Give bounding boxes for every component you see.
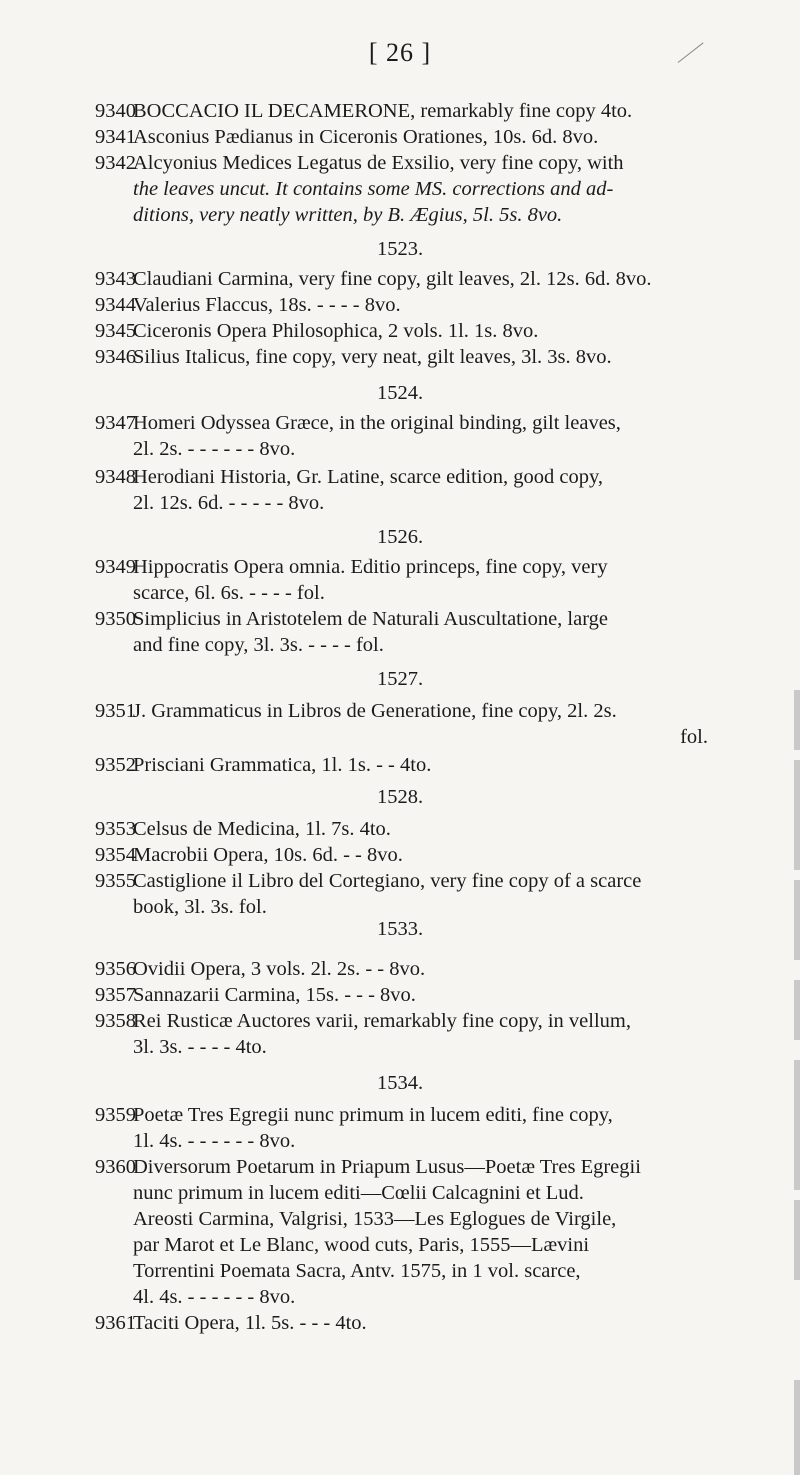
lot-number: 9348 (95, 466, 136, 488)
entry-text: par Marot et Le Blanc, wood cuts, Paris, 1555—Lævini (133, 1234, 590, 1256)
entry-text: 2l. 2s. - - - - - - 8vo. (133, 438, 296, 460)
page-edge-shadow (794, 1200, 800, 1280)
entry-text: nunc primum in lucem editi—Cœlii Calcagnini et Lud. (133, 1182, 584, 1204)
page-edge-shadow (794, 760, 800, 870)
catalogue-entry (95, 816, 720, 842)
entry-text: Torrentini Poemata Sacra, Antv. 1575, in 1 vol. scarce, (133, 1260, 581, 1282)
entry-text: 3l. 3s. - - - - 4to. (133, 1036, 267, 1058)
entry-text: Ovidii Opera, 3 vols. 2l. 2s. - - 8vo. (133, 958, 426, 980)
page-number: [ 26 ] (368, 38, 432, 67)
lot-number: 9353 (95, 818, 136, 840)
catalogue-entry (95, 98, 720, 124)
catalogue-entry (95, 982, 720, 1008)
entry-text: Macrobii Opera, 10s. 6d. - - 8vo. (133, 844, 403, 866)
lot-number: 9340 (95, 100, 136, 122)
entry-format: fol. (680, 726, 708, 748)
entry-text: Celsus de Medicina, 1l. 7s. 4to. (133, 818, 391, 840)
entry-text: Homeri Odyssea Græce, in the original binding, gilt leaves, (133, 412, 621, 434)
lot-number: 9343 (95, 268, 136, 290)
entry-text: scarce, 6l. 6s. - - - - fol. (133, 582, 325, 604)
catalogue-entry (95, 124, 720, 150)
catalogue-entry (95, 1008, 720, 1060)
entry-text: ditions, very neatly written, by B. Ægius, 5l. 5s. 8vo. (133, 204, 563, 226)
catalogue-entry (95, 606, 720, 658)
lot-number: 9349 (95, 556, 136, 578)
entry-text: Prisciani Grammatica, 1l. 1s. - - 4to. (133, 754, 432, 776)
entry-text: Valerius Flaccus, 18s. - - - - 8vo. (133, 294, 401, 316)
lot-number: 9342 (95, 152, 136, 174)
entry-text: Taciti Opera, 1l. 5s. - - - 4to. (133, 1312, 367, 1334)
page-edge-shadow (794, 690, 800, 750)
catalogue-entry (95, 554, 720, 606)
catalogue-entry (95, 752, 720, 778)
catalogue-entry (95, 150, 720, 228)
entry-text: 2l. 12s. 6d. - - - - - 8vo. (133, 492, 325, 514)
catalogue-entry (95, 698, 720, 750)
year-heading: 1524. (376, 382, 424, 404)
catalogue-entry (95, 868, 720, 920)
entry-text: the leaves uncut. It contains some MS. corrections and ad- (133, 178, 614, 200)
catalogue-entry (95, 344, 720, 370)
lot-number: 9345 (95, 320, 136, 342)
lot-number: 9356 (95, 958, 136, 980)
year-heading: 1527. (376, 668, 424, 690)
year-heading: 1534. (376, 1072, 424, 1094)
lot-number: 9354 (95, 844, 136, 866)
year-heading: 1533. (376, 918, 424, 940)
entry-text: and fine copy, 3l. 3s. - - - - fol. (133, 634, 384, 656)
catalogue-entry (95, 956, 720, 982)
entry-text: Rei Rusticæ Auctores varii, remarkably fine copy, in vellum, (133, 1010, 631, 1032)
page-edge-shadow (794, 980, 800, 1040)
lot-number: 9357 (95, 984, 136, 1006)
page-edge-shadow (794, 1380, 800, 1475)
entry-text: Silius Italicus, fine copy, very neat, gilt leaves, 3l. 3s. 8vo. (133, 346, 612, 368)
catalogue-entry (95, 318, 720, 344)
lot-number: 9351 (95, 700, 136, 722)
lot-number: 9341 (95, 126, 136, 148)
entry-text: Asconius Pædianus in Ciceronis Orationes, 10s. 6d. 8vo. (133, 126, 599, 148)
lot-number: 9350 (95, 608, 136, 630)
entry-text: 4l. 4s. - - - - - - 8vo. (133, 1286, 296, 1308)
entry-text: Claudiani Carmina, very fine copy, gilt leaves, 2l. 12s. 6d. 8vo. (133, 268, 652, 290)
entry-text: Areosti Carmina, Valgrisi, 1533—Les Eglogues de Virgile, (133, 1208, 617, 1230)
entry-text: Hippocratis Opera omnia. Editio princeps, fine copy, very (133, 556, 608, 578)
entry-text: Alcyonius Medices Legatus de Exsilio, very fine copy, with (133, 152, 624, 174)
lot-number: 9360 (95, 1156, 136, 1178)
lot-number: 9359 (95, 1104, 136, 1126)
year-heading: 1523. (376, 238, 424, 260)
catalogue-entry (95, 1102, 720, 1154)
entry-text: Sannazarii Carmina, 15s. - - - 8vo. (133, 984, 416, 1006)
catalogue-entry (95, 842, 720, 868)
entry-text: BOCCACIO IL DECAMERONE, remarkably fine copy 4to. (133, 100, 633, 122)
catalogue-entry (95, 1154, 720, 1310)
catalogue-entry (95, 266, 720, 292)
entry-text: Herodiani Historia, Gr. Latine, scarce edition, good copy, (133, 466, 604, 488)
entry-text: Castiglione il Libro del Cortegiano, very fine copy of a scarce (133, 870, 642, 892)
entry-text: 1l. 4s. - - - - - - 8vo. (133, 1130, 296, 1152)
lot-number: 9352 (95, 754, 136, 776)
year-heading: 1526. (376, 526, 424, 548)
catalogue-entry (95, 464, 720, 516)
catalogue-entry (95, 1310, 720, 1336)
entry-text: Diversorum Poetarum in Priapum Lusus—Poetæ Tres Egregii (133, 1156, 641, 1178)
lot-number: 9347 (95, 412, 136, 434)
lot-number: 9346 (95, 346, 136, 368)
entry-text: book, 3l. 3s. fol. (133, 896, 267, 918)
lot-number: 9355 (95, 870, 136, 892)
entry-text: Simplicius in Aristotelem de Naturali Auscultatione, large (133, 608, 609, 630)
lot-number: 9344 (95, 294, 136, 316)
year-heading: 1528. (376, 786, 424, 808)
catalogue-entry (95, 292, 720, 318)
lot-number: 9358 (95, 1010, 136, 1032)
entry-text: Poetæ Tres Egregii nunc primum in lucem editi, fine copy, (133, 1104, 613, 1126)
entry-text: Ciceronis Opera Philosophica, 2 vols. 1l. 1s. 8vo. (133, 320, 539, 342)
catalogue-entry (95, 410, 720, 462)
entry-text: J. Grammaticus in Libros de Generatione, fine copy, 2l. 2s. (133, 700, 617, 722)
lot-number: 9361 (95, 1312, 136, 1334)
